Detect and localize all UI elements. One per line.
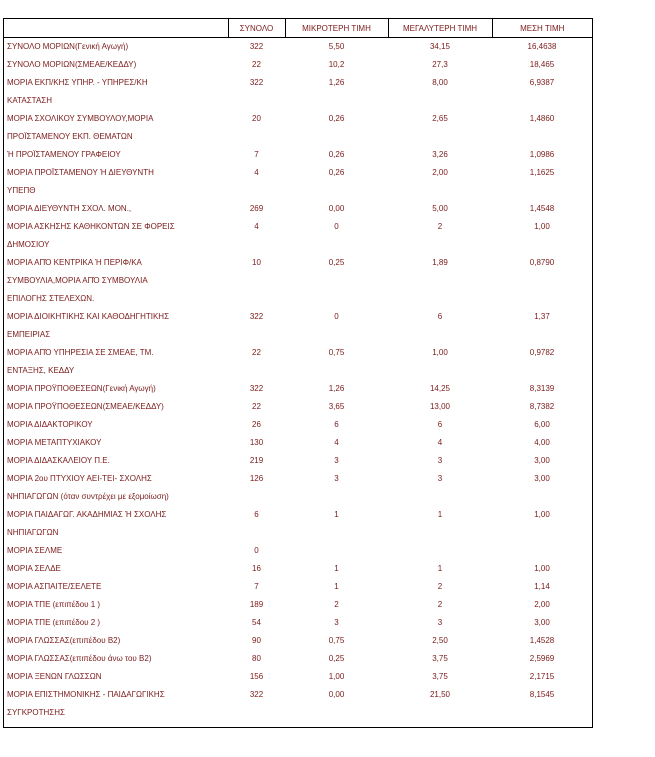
row-label-line: ΔΗΜΟΣΙΟΥ <box>7 240 50 249</box>
cell-max: 3 <box>437 474 443 483</box>
row-label-line: ΣΥΝΟΛΟ ΜΟΡΙΩΝ(Γενική Αγωγή) <box>7 42 129 51</box>
table-row <box>4 614 592 632</box>
row-label-line: ΜΟΡΙΑ ΕΚΠ/ΚΗΣ ΥΠΗΡ. - ΥΠΗΡΕΣ/ΚΗ <box>7 78 148 87</box>
table-row <box>4 254 592 308</box>
row-label <box>4 614 228 632</box>
table-row <box>4 560 592 578</box>
cell-avg: 8,7382 <box>529 402 555 411</box>
row-label-line: ΝΗΠΙΑΓΩΓΩΝ (όταν συντρέχει με εξομοίωση) <box>7 492 169 501</box>
table-row <box>4 56 592 74</box>
cell-max: 3,75 <box>432 672 448 681</box>
cell-avg: 8,1545 <box>529 690 555 699</box>
cell-max: 2,65 <box>432 114 448 123</box>
cell-min: 0,25 <box>328 654 345 663</box>
row-label-line: ΜΟΡΙΑ ΣΕΛΜΕ <box>7 546 63 555</box>
row-label <box>4 578 228 596</box>
cell-max <box>388 542 492 560</box>
header-min: ΜΙΚΡΟΤΕΡΗ ΤΙΜΗ <box>285 19 388 38</box>
cell-avg: 6,00 <box>534 420 550 429</box>
table-row <box>4 38 592 57</box>
cell-max: 1 <box>437 510 443 519</box>
table-row <box>4 164 592 200</box>
cell-avg: 4,00 <box>534 438 550 447</box>
row-label-line: ΜΟΡΙΑ ΑΣΚΗΣΗΣ ΚΑΘΗΚΟΝΤΩΝ ΣΕ ΦΟΡΕΙΣ <box>7 222 175 231</box>
row-label-line: ΜΟΡΙΑ ΠΡΟΪΣΤΑΜΕΝΟΥ Ή ΔΙΕΥΘΥΝΤΗ <box>7 168 154 177</box>
cell-min: 1,26 <box>328 78 345 87</box>
header-row <box>4 19 592 38</box>
row-label <box>4 470 228 506</box>
row-label-line: ΜΟΡΙΑ ΔΙΟΙΚΗΤΙΚΗΣ ΚΑΙ ΚΑΘΟΔΗΓΗΤΙΚΗΣ <box>7 312 170 321</box>
cell-avg: 1,00 <box>534 510 550 519</box>
cell-total: 22 <box>252 348 261 357</box>
table-row <box>4 308 592 344</box>
row-label <box>4 200 228 218</box>
cell-total: 7 <box>254 150 259 159</box>
cell-max: 4 <box>437 438 443 447</box>
row-label <box>4 434 228 452</box>
cell-avg: 2,5969 <box>529 654 555 663</box>
row-label <box>4 452 228 470</box>
cell-max: 8,00 <box>432 78 448 87</box>
cell-max: 13,00 <box>429 402 451 411</box>
cell-avg: 3,00 <box>534 456 550 465</box>
cell-min: 0 <box>334 312 339 321</box>
row-label-line: ΜΟΡΙΑ ΓΛΩΣΣΑΣ(επιπέδου άνω του Β2) <box>7 654 152 663</box>
cell-max: 34,15 <box>429 42 451 51</box>
table-row <box>4 146 592 164</box>
row-label <box>4 74 228 110</box>
row-label-line: ΕΝΤΑΞΗΣ, ΚΕΔΔΥ <box>7 366 75 375</box>
cell-total: 7 <box>254 582 259 591</box>
table-row <box>4 506 592 542</box>
row-label <box>4 416 228 434</box>
cell-total: 322 <box>249 78 264 87</box>
cell-max: 2,50 <box>432 636 448 645</box>
cell-min: 0,75 <box>328 636 345 645</box>
row-label-line: ΜΟΡΙΑ ΑΠΌ ΚΕΝΤΡΙΚΑ Ή ΠΕΡΙΦ/ΚΑ <box>7 258 142 267</box>
row-label <box>4 56 228 74</box>
cell-avg: 1,0986 <box>529 150 555 159</box>
row-label <box>4 110 228 146</box>
cell-min: 6 <box>334 420 339 429</box>
row-label-line: ΕΜΠΕΙΡΙΑΣ <box>7 330 51 339</box>
cell-total: 80 <box>252 654 261 663</box>
cell-avg: 1,14 <box>534 582 550 591</box>
cell-total: 90 <box>252 636 261 645</box>
cell-min: 2 <box>334 600 339 609</box>
header-label-column <box>4 19 228 38</box>
cell-max: 14,25 <box>429 384 451 393</box>
row-label-line: Ή ΠΡΟΪΣΤΑΜΕΝΟΥ ΓΡΑΦΕΙΟΥ <box>7 150 121 159</box>
cell-min: 0,26 <box>328 150 345 159</box>
cell-min: 0 <box>334 222 339 231</box>
cell-min: 3 <box>334 474 339 483</box>
cell-max: 1,89 <box>432 258 448 267</box>
row-label-line: ΜΟΡΙΑ ΔΙΔΑΚΤΟΡΙΚΟΥ <box>7 420 93 429</box>
cell-total: 26 <box>252 420 261 429</box>
row-label <box>4 686 228 722</box>
row-label-line: ΜΟΡΙΑ ΜΕΤΑΠΤΥΧΙΑΚΟΥ <box>7 438 102 447</box>
cell-total: 322 <box>249 690 264 699</box>
cell-max: 2 <box>437 222 443 231</box>
row-label <box>4 38 228 57</box>
header-avg: ΜΕΣΗ ΤΙΜΗ <box>492 19 592 38</box>
table-row <box>4 416 592 434</box>
cell-total: 10 <box>252 258 261 267</box>
cell-total: 322 <box>249 42 264 51</box>
cell-min: 1,26 <box>328 384 345 393</box>
row-label-line: ΥΠΕΠΘ <box>7 186 36 195</box>
cell-max: 21,50 <box>429 690 451 699</box>
cell-avg: 1,1625 <box>529 168 555 177</box>
row-label <box>4 380 228 398</box>
cell-min: 0,25 <box>328 258 345 267</box>
cell-max: 27,3 <box>432 60 448 69</box>
cell-avg: 1,00 <box>534 222 550 231</box>
row-label-line: ΠΡΟΪΣΤΑΜΕΝΟΥ ΕΚΠ. ΘΕΜΑΤΩΝ <box>7 132 133 141</box>
cell-max: 3 <box>437 456 443 465</box>
row-label <box>4 506 228 542</box>
cell-max: 2 <box>437 582 443 591</box>
table-row <box>4 668 592 686</box>
table-row <box>4 686 592 722</box>
row-label-line: ΝΗΠΙΑΓΩΓΩΝ <box>7 528 59 537</box>
row-label-line: ΜΟΡΙΑ ΔΙΕΥΘΥΝΤΗ ΣΧΟΛ. ΜΟΝ., <box>7 204 132 213</box>
cell-min: 1 <box>334 564 339 573</box>
cell-avg: 3,00 <box>534 474 550 483</box>
cell-avg: 1,37 <box>534 312 550 321</box>
cell-avg: 3,00 <box>534 618 550 627</box>
header-total: ΣΥΝΟΛΟ <box>228 19 285 38</box>
cell-total: 22 <box>252 402 261 411</box>
cell-total: 219 <box>249 456 264 465</box>
row-label-line: ΜΟΡΙΑ ΑΠΌ ΥΠΗΡΕΣΙΑ ΣΕ ΣΜΕΑΕ, ΤΜ. <box>7 348 154 357</box>
cell-total: 22 <box>252 60 261 69</box>
cell-max: 2 <box>437 600 443 609</box>
table-row <box>4 632 592 650</box>
row-label-line: ΜΟΡΙΑ ΔΙΔΑΣΚΑΛΕΙΟΥ Π.Ε. <box>7 456 110 465</box>
cell-total: 4 <box>254 222 259 231</box>
row-label <box>4 344 228 380</box>
table-row <box>4 74 592 110</box>
cell-min: 0,75 <box>328 348 345 357</box>
row-label-line: ΜΟΡΙΑ ΤΠΕ (επιπέδου 2 ) <box>7 618 101 627</box>
row-label-line: ΜΟΡΙΑ ΠΡΟΫΠΟΘΕΣΕΩΝ(Γενική Αγωγή) <box>7 384 156 393</box>
row-label-line: ΜΟΡΙΑ ΕΠΙΣΤΗΜΟΝΙΚΗΣ - ΠΑΙΔΑΓΩΓΙΚΗΣ <box>7 690 165 699</box>
cell-avg: 18,465 <box>529 60 555 69</box>
table-row <box>4 596 592 614</box>
cell-total: 0 <box>254 546 259 555</box>
cell-total: 322 <box>249 384 264 393</box>
row-label-line: ΜΟΡΙΑ ΓΛΩΣΣΑΣ(επιπέδου Β2) <box>7 636 121 645</box>
table-row <box>4 200 592 218</box>
table-row <box>4 344 592 380</box>
cell-avg: 2,00 <box>534 600 550 609</box>
row-label <box>4 164 228 200</box>
table-row <box>4 470 592 506</box>
cell-min: 0,26 <box>328 168 345 177</box>
row-label <box>4 542 228 560</box>
cell-max: 1,00 <box>432 348 448 357</box>
cell-min: 4 <box>334 438 339 447</box>
table-row <box>4 578 592 596</box>
cell-min <box>285 542 388 560</box>
cell-min: 0,00 <box>328 204 345 213</box>
cell-min: 5,50 <box>328 42 345 51</box>
header-max: ΜΕΓΑΛΥΤΕΡΗ ΤΙΜΗ <box>388 19 492 38</box>
cell-avg: 6,9387 <box>529 78 555 87</box>
table-row <box>4 650 592 668</box>
cell-total: 156 <box>249 672 264 681</box>
table-row <box>4 380 592 398</box>
statistics-table <box>4 19 592 722</box>
cell-total: 322 <box>249 312 264 321</box>
row-label-line: ΣΥΝΟΛΟ ΜΟΡΙΩΝ(ΣΜΕΑΕ/ΚΕΔΔΥ) <box>7 60 137 69</box>
cell-total: 6 <box>254 510 259 519</box>
cell-avg: 0,9782 <box>529 348 555 357</box>
cell-min: 10,2 <box>328 60 345 69</box>
table-row <box>4 434 592 452</box>
cell-total: 16 <box>252 564 261 573</box>
cell-min: 3,65 <box>328 402 345 411</box>
row-label-line: ΚΑΤΑΣΤΑΣΗ <box>7 96 53 105</box>
row-label-line: ΜΟΡΙΑ 2ου ΠΤΥΧΙΟΥ ΑΕΙ-ΤΕΙ- ΣΧΟΛΗΣ <box>7 474 152 483</box>
row-label-line: ΜΟΡΙΑ ΠΑΙΔΑΓΩΓ. ΑΚΑΔΗΜΙΑΣ Ή ΣΧΟΛΗΣ <box>7 510 167 519</box>
cell-min: 0,26 <box>328 114 345 123</box>
cell-total: 4 <box>254 168 259 177</box>
cell-total: 54 <box>252 618 261 627</box>
cell-avg: 0,8790 <box>529 258 555 267</box>
cell-total: 130 <box>249 438 264 447</box>
cell-avg: 16,4638 <box>527 42 557 51</box>
row-label-line: ΜΟΡΙΑ ΤΠΕ (επιπέδου 1 ) <box>7 600 101 609</box>
row-label-line: ΜΟΡΙΑ ΞΕΝΩΝ ΓΛΩΣΣΩΝ <box>7 672 102 681</box>
row-label <box>4 596 228 614</box>
cell-avg: 1,4548 <box>529 204 555 213</box>
cell-total: 20 <box>252 114 261 123</box>
cell-min: 1 <box>334 510 339 519</box>
cell-avg: 1,4528 <box>529 636 555 645</box>
row-label <box>4 560 228 578</box>
row-label-line: ΕΠΙΛΟΓΗΣ ΣΤΕΛΕΧΩΝ. <box>7 294 95 303</box>
cell-avg: 1,00 <box>534 564 550 573</box>
table-row <box>4 398 592 416</box>
cell-min: 1 <box>334 582 339 591</box>
cell-max: 1 <box>437 564 443 573</box>
row-label <box>4 398 228 416</box>
row-label <box>4 650 228 668</box>
table-row <box>4 218 592 254</box>
spreadsheet-table-frame <box>3 18 593 728</box>
table-row <box>4 452 592 470</box>
row-label <box>4 254 228 308</box>
cell-min: 0,00 <box>328 690 345 699</box>
cell-total: 126 <box>249 474 264 483</box>
cell-max: 3 <box>437 618 443 627</box>
row-label <box>4 146 228 164</box>
cell-min: 3 <box>334 618 339 627</box>
cell-max: 3,75 <box>432 654 448 663</box>
row-label <box>4 308 228 344</box>
cell-max: 6 <box>437 420 443 429</box>
cell-avg <box>492 542 592 560</box>
cell-max: 3,26 <box>432 150 448 159</box>
row-label-line: ΣΥΓΚΡΟΤΗΣΗΣ <box>7 708 65 717</box>
row-label-line: ΜΟΡΙΑ ΣΕΛΔΕ <box>7 564 61 573</box>
cell-avg: 1,4860 <box>529 114 555 123</box>
row-label-line: ΜΟΡΙΑ ΑΣΠΑΙΤΕ/ΣΕΛΕΤΕ <box>7 582 102 591</box>
row-label <box>4 632 228 650</box>
table-row <box>4 542 592 560</box>
cell-avg: 8,3139 <box>529 384 555 393</box>
row-label-line: ΜΟΡΙΑ ΠΡΟΫΠΟΘΕΣΕΩΝ(ΣΜΕΑΕ/ΚΕΔΔΥ) <box>7 402 164 411</box>
cell-min: 1,00 <box>328 672 345 681</box>
cell-min: 3 <box>334 456 339 465</box>
cell-max: 6 <box>437 312 443 321</box>
row-label-line: ΣΥΜΒΟΥΛΙΑ,ΜΟΡΙΑ ΑΠΌ ΣΥΜΒΟΥΛΙΑ <box>7 276 148 285</box>
table-row <box>4 110 592 146</box>
cell-total: 269 <box>249 204 264 213</box>
row-label <box>4 668 228 686</box>
cell-max: 5,00 <box>432 204 448 213</box>
row-label-line: ΜΟΡΙΑ ΣΧΟΛΙΚΟΥ ΣΥΜΒΟΥΛΟΥ,ΜΟΡΙΑ <box>7 114 154 123</box>
cell-total: 189 <box>249 600 264 609</box>
cell-max: 2,00 <box>432 168 448 177</box>
row-label <box>4 218 228 254</box>
cell-avg: 2,1715 <box>529 672 555 681</box>
